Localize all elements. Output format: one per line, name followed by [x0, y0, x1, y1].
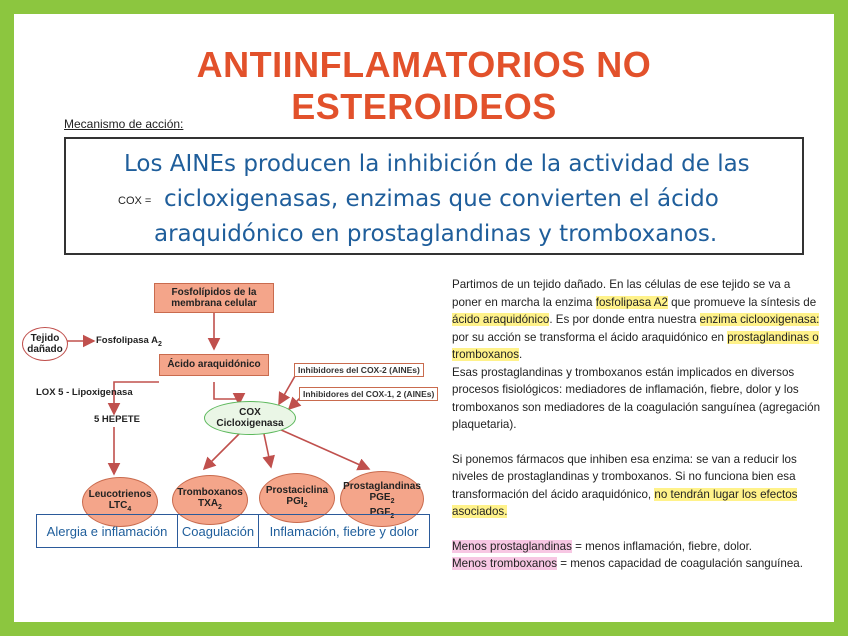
- paragraph-3: Si ponemos fármacos que inhiben esa enzima: se van a reducir los niveles de prostaglandinas y tromboxanos. Si no funciona bien esa transformación del ácido araquidónico, no tendrán lugar los efectos asociados.: [452, 452, 798, 518]
- effect-allergy: Alergia e inflamación: [37, 515, 178, 547]
- explanation-text: [452, 276, 822, 573]
- definition-box: [64, 137, 804, 255]
- summary-1: Menos prostaglandinas = menos inflamación, fiebre, dolor.: [452, 539, 753, 553]
- effects-table: [36, 514, 430, 548]
- effect-inflammation: Inflamación, fiebre y dolor: [269, 523, 419, 539]
- paragraph-2: Esas prostaglandinas y tromboxanos están implicados en diversos procesos fisiológicos: mediadores de inflamación, fiebre, dolor y los tromboxanos son mediadores de la coagulación sanguínea (agregación plaquetaria).: [452, 365, 821, 431]
- slide-title: [164, 44, 684, 128]
- definition-line-1: Los AINEs producen la inhibición de la actividad de las: [124, 151, 750, 177]
- leukotrienes-oval: Leucotrienos $LTC_4$: [82, 477, 158, 527]
- summary-2: Menos tromboxanos = menos capacidad de coagulación sanguínea.: [452, 557, 803, 570]
- mechanism-label: Mecanismo de acción:: [64, 117, 184, 131]
- lox-label: LOX 5 - Lipoxigenasa: [36, 387, 133, 398]
- prostacyclin-oval: Prostaciclina $PGI_2$: [259, 473, 335, 523]
- hepete-label: 5 HEPETE: [94, 414, 140, 425]
- thromboxanes-oval: Tromboxanos $TXA_2$: [172, 475, 248, 525]
- title-line-2: ESTEROIDEOS: [291, 86, 557, 127]
- cox12-inhibitors-label: Inhibidores del COX-1, 2 (AINEs): [299, 387, 438, 401]
- cox-note: COX =: [118, 195, 152, 207]
- effect-coagulation: Coagulación: [178, 515, 259, 547]
- phospholipase-label: Fosfolipasa $A_2$: [96, 335, 162, 348]
- definition-line-2: cicloxigenasas, enzimas que convierten el ácido: [164, 186, 719, 212]
- paragraph-1: Partimos de un tejido dañado. En las células de ese tejido se va a poner en marcha la enzima fosfolipasa A2 que promueve la síntesis de ácido araquidónico. Es por donde entra nuestra enzima ciclooxigenasa: por su acción se transforma el ácido araquidónico en prostaglandinas o tromboxanos.: [452, 278, 820, 361]
- definition-line-3: araquidónico en prostaglandinas y tromboxanos.: [154, 221, 718, 247]
- arachidonic-box: Ácido araquidónico: [159, 354, 269, 376]
- phospholipids-box: Fosfolípidos de la membrana celular: [154, 283, 274, 313]
- prostaglandins-oval: Prostaglandinas $PGE_2$ $PGF_2$: [340, 471, 424, 527]
- cox2-inhibitors-label: Inhibidores del COX-2 (AINEs): [294, 363, 424, 377]
- slide: [14, 14, 834, 622]
- damaged-tissue-oval: Tejido dañado: [22, 327, 68, 361]
- cox-oval: COX Cicloxigenasa: [204, 401, 296, 435]
- title-line-1: ANTIINFLAMATORIOS NO: [196, 44, 652, 85]
